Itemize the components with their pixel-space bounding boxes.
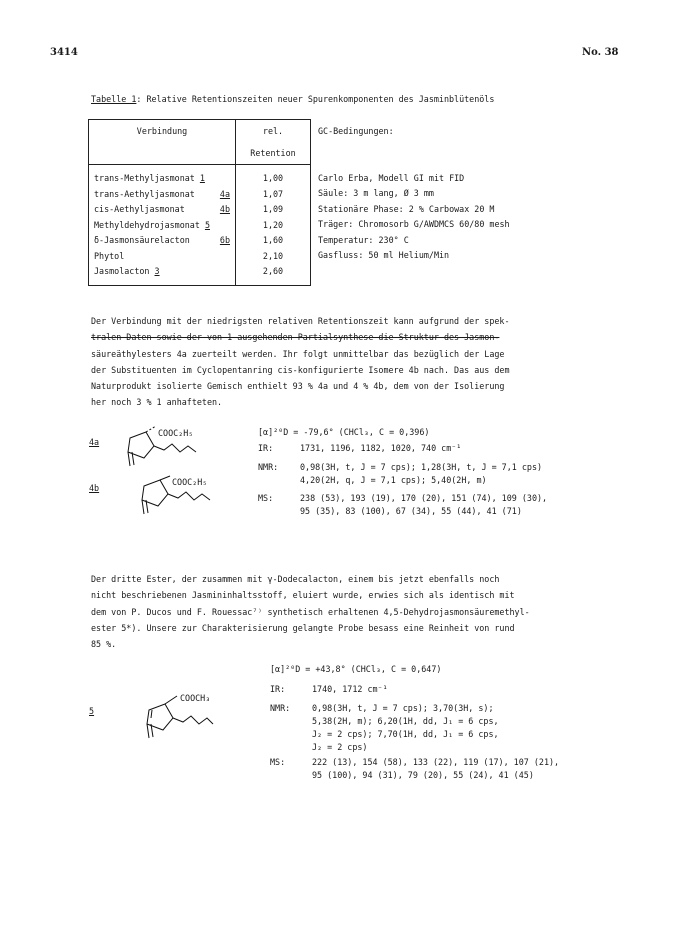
retention-values [236, 165, 311, 286]
table-row [94, 233, 230, 249]
compound-name: Jasmolacton [94, 266, 150, 276]
compound-label-4b: 4b [89, 483, 100, 493]
table-caption-label: Tabelle 1 [91, 94, 137, 104]
ir-data-5: 1740, 1712 cm⁻¹ [312, 684, 388, 694]
ester-4a: COOC₂H₅ [158, 428, 194, 438]
table-caption-text: : Relative Retentionszeiten neuer Spurenkomponenten des Jasminblütenöls [136, 94, 495, 104]
retention-value: 1,07 [262, 188, 284, 199]
text-line: Der dritte Ester, der zusammen mit γ-Dodecalacton, einem bis jetzt ebenfalls noch [91, 574, 500, 584]
page-number: 3414 [50, 47, 78, 58]
ms-label: MS: [258, 493, 274, 503]
compound-name: trans-Aethyljasmonat [94, 188, 195, 199]
text-line: her noch 3 % 1 anhafteten. [91, 397, 223, 408]
gc-condition: Gasfluss: 50 ml Helium/Min [318, 250, 450, 260]
ms-line: 222 (13), 154 (58), 133 (22), 119 (17), 107 (21), [312, 757, 560, 767]
table-row [94, 264, 230, 280]
compound-list [89, 165, 236, 286]
retention-value: 1,09 [262, 204, 284, 214]
ms-data-4 [300, 493, 547, 516]
compound-name: Phytol [94, 250, 125, 261]
compound-name: Methyldehydrojasmonat [94, 219, 200, 230]
text-line: nicht beschriebenen Jasmininhaltsstoff, eluiert wurde, erwies sich als identisch mit [91, 590, 515, 601]
nmr-line: 0,98(3H, t, J = 7 cps); 1,28(3H, t, J = 7,1 cps) [300, 462, 543, 472]
compound-label-5: 5 [89, 706, 95, 716]
ms-line: 95 (35), 83 (100), 67 (34), 55 (44), 41 (71) [300, 506, 522, 516]
compound-name: trans-Methyljasmonat [94, 173, 195, 183]
ms-data-5 [312, 757, 559, 780]
gc-conditions [311, 165, 510, 286]
retention-value: 2,60 [262, 266, 284, 276]
nmr-data-4 [300, 462, 542, 485]
ir-data-4: 1731, 1196, 1182, 1020, 740 cm⁻¹ [300, 443, 462, 453]
table-row [94, 249, 230, 265]
text-line: Der Verbindung mit der niedrigsten relativen Retentionszeit kann aufgrund der spek- [91, 316, 510, 326]
header-compound: Verbindung [89, 120, 236, 165]
journal-issue: No. 38 [582, 47, 619, 58]
compound-ref: 4b [219, 204, 230, 214]
compound-label-4a: 4a [89, 437, 100, 447]
nmr-label: NMR: [258, 462, 279, 472]
ms-label: MS: [270, 757, 286, 767]
ir-label: IR: [258, 443, 274, 453]
retention-value: 1,60 [262, 235, 284, 245]
nmr-line: J₂ = 2 cps); 7,70(1H, dd, J₁ = 6 cps, [312, 729, 499, 739]
optical-rotation-4: [α]²⁰D = -79,6° (CHCl₃, C = 0,396) [258, 427, 430, 437]
compound-ref: 5 [204, 219, 210, 230]
text-line: Naturprodukt isolierte Gemisch enthielt 93 % 4a und 4 % 4b, dem von der Isolierung [91, 381, 505, 392]
table-row [94, 202, 230, 218]
text-line: säureäthylesters 4a zuerteilt werden. Ihr folgt unmittelbar das bezüglich der Lage [91, 348, 505, 359]
ester-5: COOCH₃ [180, 693, 211, 703]
compound-ref: 1 [199, 173, 205, 183]
nmr-line: J₂ = 2 cps) [312, 742, 368, 752]
gc-condition: Stationäre Phase: 2 % Carbowax 20 M [318, 203, 495, 214]
text-line: der Substituenten im Cyclopentanring cis-konfigurierte Isomere 4b nach. Das aus dem [91, 364, 510, 375]
nmr-line: 4,20(2H, q, J = 7,1 cps); 5,40(2H, m) [300, 475, 487, 485]
compound-ref: 3 [154, 266, 160, 276]
paragraph-1 [91, 313, 510, 411]
optical-rotation-5: [α]²⁰D = +43,8° (CHCl₃, C = 0,647) [270, 664, 442, 674]
header-gc: GC-Bedingungen: [318, 125, 394, 136]
retention-table [88, 119, 510, 286]
header-retention: rel. Retention [236, 120, 311, 165]
retention-value: 2,10 [262, 250, 284, 261]
gc-condition: Säule: 3 m lang, Ø 3 mm [318, 188, 434, 198]
gc-condition: Träger: Chromosorb G/AWDMCS 60/80 mesh [318, 219, 510, 229]
ester-4b: COOC₂H₅ [172, 477, 208, 487]
table-row [94, 187, 230, 203]
nmr-data-5 [312, 703, 499, 752]
gc-condition: Carlo Erba, Modell GI mit FID [318, 172, 465, 183]
compound-name: cis-Aethyljasmonat [94, 204, 185, 214]
retention-value: 1,20 [262, 219, 284, 230]
nmr-label: NMR: [270, 703, 291, 713]
table-row [94, 218, 230, 234]
nmr-line: 5,38(2H, m); 6,20(1H, dd, J₁ = 6 cps, [312, 716, 499, 726]
text-line: ester 5*). Unsere zur Charakterisierung gelangte Probe besass eine Reinheit von rund [91, 622, 515, 633]
compound-ref: 4a [219, 188, 230, 199]
compound-name: δ-Jasmonsäurelacton [94, 235, 190, 245]
paragraph-2 [91, 571, 530, 652]
gc-condition: Temperatur: 230° C [318, 234, 409, 245]
retention-value: 1,00 [262, 173, 284, 183]
compound-ref: 6b [219, 235, 230, 245]
ms-line: 238 (53), 193 (19), 170 (20), 151 (74), 109 (30), [300, 493, 548, 503]
table-caption [91, 94, 494, 104]
text-line: 85 %. [91, 639, 117, 650]
ms-line: 95 (100), 94 (31), 79 (20), 55 (24), 41 (45) [312, 770, 534, 780]
ir-label: IR: [270, 684, 286, 694]
text-line: tralen Daten sowie der von 1 ausgehenden Partialsynthese die Struktur des Jasmon- [91, 332, 500, 343]
table-row [94, 171, 230, 187]
text-line: dem von P. Ducos und F. Rouessac⁷⁾ synthetisch erhaltenen 4,5-Dehydrojasmonsäuremethyl- [91, 606, 530, 617]
nmr-line: 0,98(3H, t, J = 7 cps); 3,70(3H, s); [312, 703, 494, 713]
